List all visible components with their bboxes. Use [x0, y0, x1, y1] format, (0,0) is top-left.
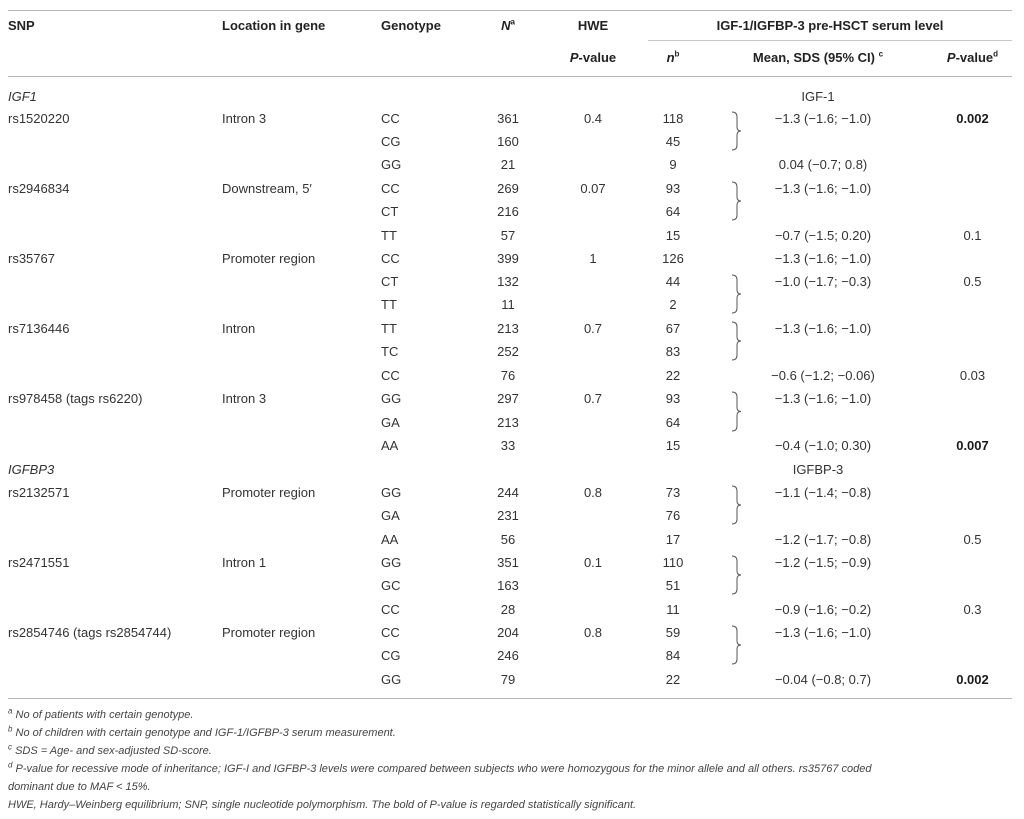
cell-p: 0.002: [956, 111, 989, 126]
cell-genotype: CC: [381, 602, 400, 617]
cell-n: 118: [662, 111, 684, 126]
cell-n: 57: [500, 228, 516, 243]
cell-n: 33: [500, 438, 516, 453]
footnote-mark: d: [8, 760, 13, 770]
cell-n: 246: [497, 648, 519, 663]
bottom-rule: [8, 698, 1012, 699]
cell-hwe: 0.07: [580, 181, 606, 196]
cell-snp: rs7136446: [8, 321, 70, 336]
header-n: $N^a$: [501, 17, 515, 33]
cell-n: 93: [665, 391, 681, 406]
cell-hwe: 1: [589, 251, 597, 266]
cell-hwe: 0.7: [583, 391, 603, 406]
cell-genotype: CG: [381, 134, 401, 149]
cell-p: 0.002: [956, 672, 989, 687]
footnote: [8, 798, 636, 813]
cell-genotype: CC: [381, 625, 400, 640]
cell-genotype: CC: [381, 251, 400, 266]
cell-n: 213: [497, 321, 519, 336]
cell-hwe: 0.1: [583, 555, 603, 570]
header-mean: Mean, SDS (95% CI) $^c$: [752, 49, 884, 65]
cell-snp: rs2471551: [8, 555, 70, 570]
cell-genotype: CT: [381, 204, 399, 219]
header-snp: SNP: [8, 18, 35, 33]
group-brace: [732, 322, 741, 360]
cell-n: 297: [497, 391, 519, 406]
footnote-mark: c: [8, 742, 12, 752]
cell-genotype: GA: [381, 508, 400, 523]
cell-n: 126: [662, 251, 684, 266]
cell-n: 269: [497, 181, 519, 196]
section-igfbp3-gene: IGFBP3: [8, 462, 55, 477]
cell-genotype: GG: [381, 555, 402, 570]
footnote-mark: a: [8, 706, 13, 716]
footnote-text: No of children with certain genotype and IGF-1/IGFBP-3 serum measurement.: [15, 727, 396, 739]
cell-mean: 0.04 (−0.7; 0.8): [778, 157, 868, 172]
header-n-measured: $n^b$: [666, 49, 680, 65]
group-brace: [732, 392, 741, 431]
cell-mean: −1.1 (−1.4; −0.8): [774, 485, 872, 500]
footnote: [8, 780, 151, 795]
group-brace: [732, 182, 741, 220]
cell-mean: −1.3 (−1.6; −1.0): [774, 321, 872, 336]
cell-n: 22: [665, 672, 681, 687]
cell-n: 73: [665, 485, 681, 500]
cell-genotype: CG: [381, 648, 401, 663]
cell-snp: rs2854746 (tags rs2854744): [8, 625, 172, 640]
cell-n: 11: [666, 602, 680, 617]
cell-mean: −1.3 (−1.6; −1.0): [774, 111, 872, 126]
cell-n: 51: [665, 578, 681, 593]
cell-mean: −0.6 (−1.2; −0.06): [771, 368, 875, 383]
cell-genotype: GG: [381, 485, 402, 500]
cell-genotype: GG: [381, 672, 402, 687]
cell-n: 56: [500, 532, 516, 547]
footnote: [8, 708, 193, 723]
cell-n: 213: [497, 415, 519, 430]
cell-mean: −0.4 (−1.0; 0.30): [774, 438, 872, 453]
cell-n: 11: [501, 297, 515, 312]
cell-mean: −1.2 (−1.5; −0.9): [774, 555, 872, 570]
cell-n: 399: [497, 251, 519, 266]
cell-genotype: GA: [381, 415, 400, 430]
cell-n: 44: [665, 274, 681, 289]
cell-location: Promoter region: [222, 625, 316, 640]
cell-snp: rs2946834: [8, 181, 70, 196]
cell-mean: −0.9 (−1.6; −0.2): [774, 602, 872, 617]
cell-n: 64: [665, 204, 681, 219]
cell-location: Intron 3: [222, 111, 267, 126]
footnote-text: SDS = Age- and sex-adjusted SD-score.: [15, 745, 212, 757]
cell-location: Downstream, 5′: [222, 181, 312, 196]
header-hwe-pvalue: P-value: [569, 50, 617, 65]
cell-genotype: CC: [381, 111, 400, 126]
cell-genotype: GG: [381, 391, 402, 406]
cell-p: 0.03: [959, 368, 986, 383]
cell-snp: rs35767: [8, 251, 55, 266]
cell-location: Intron 3: [222, 391, 267, 406]
footnote-mark: b: [8, 724, 13, 734]
cell-genotype: GG: [381, 157, 402, 172]
cell-genotype: CC: [381, 181, 400, 196]
cell-n: 231: [497, 508, 519, 523]
cell-mean: −1.3 (−1.6; −1.0): [774, 181, 872, 196]
cell-snp: rs2132571: [8, 485, 70, 500]
cell-n: 204: [497, 625, 519, 640]
cell-location: Intron: [222, 321, 256, 336]
cell-genotype: CT: [381, 274, 399, 289]
cell-p: 0.1: [963, 228, 982, 243]
cell-location: Promoter region: [222, 251, 316, 266]
cell-n: 216: [497, 204, 519, 219]
section-igf1-gene: IGF1: [8, 89, 37, 104]
footnote: [8, 744, 212, 759]
cell-n: 67: [665, 321, 681, 336]
cell-mean: −1.3 (−1.6; −1.0): [774, 625, 872, 640]
cell-n: 163: [497, 578, 519, 593]
cell-n: 76: [500, 368, 516, 383]
cell-snp: rs1520220: [8, 111, 70, 126]
footnote: [8, 762, 872, 777]
cell-genotype: TT: [381, 297, 397, 312]
group-brace: [732, 626, 741, 664]
cell-n: 79: [500, 672, 516, 687]
cell-n: 160: [497, 134, 519, 149]
section-igfbp3-serum: IGFBP-3: [792, 462, 844, 477]
cell-p: 0.007: [956, 438, 989, 453]
cell-n: 76: [665, 508, 681, 523]
cell-n: 59: [665, 625, 681, 640]
cell-mean: −1.2 (−1.7; −0.8): [774, 532, 872, 547]
cell-p: 0.5: [963, 274, 982, 289]
cell-n: 361: [497, 111, 519, 126]
cell-hwe: 0.8: [583, 625, 603, 640]
cell-n: 28: [500, 602, 516, 617]
cell-hwe: 0.8: [583, 485, 603, 500]
header-genotype: Genotype: [381, 18, 441, 33]
cell-n: 244: [497, 485, 519, 500]
group-brace: [732, 556, 741, 594]
cell-n: 64: [665, 415, 681, 430]
cell-genotype: TT: [381, 228, 397, 243]
cell-n: 17: [665, 532, 681, 547]
cell-p: 0.5: [963, 532, 982, 547]
cell-hwe: 0.7: [583, 321, 603, 336]
footnote-text: P-value for recessive mode of inheritance; IGF-I and IGFBP-3 levels were compared between subjects who were homozygous for the minor allele and all others. rs35767 coded: [15, 763, 872, 775]
cell-hwe: 0.4: [583, 111, 603, 126]
grouping-braces: [8, 0, 1012, 720]
footnote-text: No of patients with certain genotype.: [15, 709, 194, 721]
cell-n: 15: [665, 438, 681, 453]
cell-location: Promoter region: [222, 485, 316, 500]
cell-genotype: TT: [381, 321, 397, 336]
footnote-text: dominant due to MAF < 15%.: [8, 781, 151, 793]
header-hwe: HWE: [577, 18, 609, 33]
cell-n: 9: [669, 157, 677, 172]
cell-n: 351: [497, 555, 519, 570]
cell-n: 15: [665, 228, 681, 243]
footnote-text: HWE, Hardy–Weinberg equilibrium; SNP, single nucleotide polymorphism. The bold of P-value is regarded statistically significant.: [8, 799, 637, 811]
cell-mean: −1.3 (−1.6; −1.0): [774, 251, 872, 266]
cell-n: 132: [497, 274, 519, 289]
cell-mean: −0.7 (−1.5; 0.20): [774, 228, 872, 243]
cell-n: 84: [665, 648, 681, 663]
cell-snp: rs978458 (tags rs6220): [8, 391, 143, 406]
cell-n: 22: [665, 368, 681, 383]
cell-n: 21: [500, 157, 516, 172]
cell-mean: −1.3 (−1.6; −1.0): [774, 391, 872, 406]
cell-n: 93: [665, 181, 681, 196]
cell-p: 0.3: [963, 602, 982, 617]
group-brace: [732, 275, 741, 313]
cell-genotype: AA: [381, 532, 399, 547]
cell-n: 110: [662, 555, 684, 570]
cell-genotype: TC: [381, 344, 399, 359]
cell-genotype: GC: [381, 578, 401, 593]
cell-location: Intron 1: [222, 555, 267, 570]
section-igf1-serum: IGF-1: [801, 89, 835, 104]
cell-genotype: AA: [381, 438, 399, 453]
cell-n: 252: [497, 344, 519, 359]
group-brace: [732, 486, 741, 524]
group-brace: [732, 112, 741, 150]
cell-n: 45: [665, 134, 681, 149]
cell-mean: −1.0 (−1.7; −0.3): [774, 274, 872, 289]
header-pvalue: P-value$^d$: [946, 49, 999, 65]
header-serum-group: IGF-1/IGFBP-3 pre-HSCT serum level: [716, 18, 944, 33]
footnote: [8, 726, 396, 741]
cell-mean: −0.04 (−0.8; 0.7): [774, 672, 872, 687]
cell-genotype: CC: [381, 368, 400, 383]
cell-n: 2: [669, 297, 677, 312]
cell-n: 83: [665, 344, 681, 359]
header-location: Location in gene: [222, 18, 326, 33]
